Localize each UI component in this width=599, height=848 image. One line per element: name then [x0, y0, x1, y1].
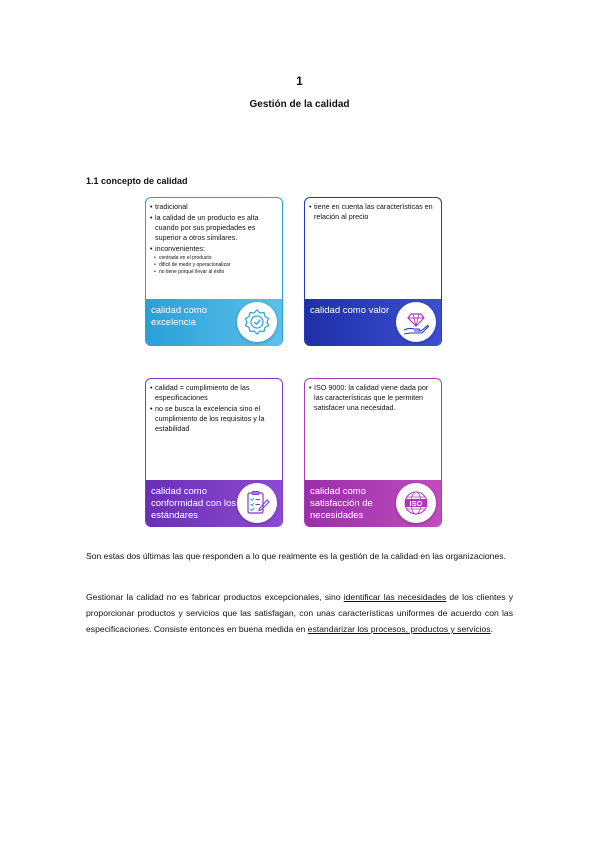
sub-list-item: • centrada en el producto: [154, 255, 278, 262]
sub-list-item: • difícil de medir y operacionalizar: [154, 262, 278, 269]
paragraph-text: de los clientes y proporcionar productos y servicios que las satisfagan, con unas características uniformes de acuerdo con las especificaciones. Consiste entonces en buena medida en: [86, 592, 514, 634]
list-item: • calidad = cumplimiento de las especificaciones: [150, 383, 278, 403]
sub-list-item: • no tiene porqué llevar al éxito: [154, 269, 278, 276]
card-footer-label: calidad como satisfacción de necesidades: [310, 486, 373, 521]
paragraph-text: Gestionar la calidad no es fabricar productos excepcionales, sino: [86, 592, 344, 602]
card-valor: [304, 197, 442, 346]
card-body: [150, 202, 278, 276]
checklist-pen-icon: [237, 483, 277, 523]
card-satisfaccion: [304, 378, 442, 527]
paragraph: [86, 589, 513, 637]
chapter-title: Gestión de la calidad: [249, 99, 350, 110]
card-footer: [146, 299, 282, 346]
card-excelencia: [145, 197, 283, 346]
card-body: [309, 383, 437, 414]
underlined-text: estandarizar los procesos, productos y servicios: [307, 624, 491, 634]
card-footer: [146, 480, 282, 527]
card-body: [150, 383, 278, 435]
card-body: [309, 202, 437, 223]
section-title: 1.1 concepto de calidad: [86, 176, 188, 186]
paragraph: Son estas dos últimas las que responden a lo que realmente es la gestión de la calidad en las organizaciones.: [86, 551, 506, 561]
card-footer-label: calidad como excelencia: [151, 305, 207, 328]
list-item: • inconvenientes:: [150, 244, 278, 254]
card-footer: [305, 480, 441, 527]
iso-globe-icon: [396, 483, 436, 523]
card-footer-label: calidad como conformidad con los estándares: [151, 486, 237, 521]
card-footer: [305, 299, 441, 346]
list-item: • no se busca la excelencia sino el cumplimiento de los requisitos y la estabilidad: [150, 404, 278, 434]
underlined-text: identificar las necesidades: [343, 592, 447, 602]
iso-label: ISO: [409, 498, 423, 508]
card-footer-label: calidad como valor: [310, 305, 390, 316]
award-badge-icon: [237, 302, 277, 342]
list-item: • la calidad de un producto es alta cuando por sus propiedades es superior a otros similares.: [150, 213, 278, 243]
chapter-number: 1: [296, 74, 303, 88]
diamond-hand-icon: [396, 302, 436, 342]
card-conformidad: [145, 378, 283, 527]
paragraph-text: .: [490, 624, 493, 634]
list-item: • tradicional: [150, 202, 278, 212]
list-item: • ISO 9000: la calidad viene dada por las características que le permiten satisfacer una necesidad.: [309, 383, 437, 413]
list-item: • tiene en cuenta las características en relación al precio: [309, 202, 437, 222]
